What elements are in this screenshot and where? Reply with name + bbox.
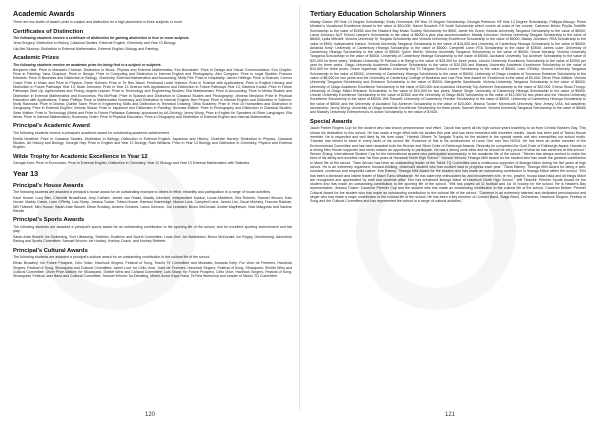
body-paragraph: Lily-Mei Stuckey: Distinction in External Mathematics, External English, Biology and Painting. — [13, 46, 159, 51]
body-paragraph: The following students are awarded a principal's cultural award for an outstanding contribution to the cultural life of the school. — [13, 255, 211, 260]
body-paragraph: Emilia Newfield: Prize in Classical Studies, Distinction in Biology, Distinction in External English, Japanese and History; Charlotte Harvey: Distinction in Physics, Classical Studies, Art History and Biology; Georgie Hay: Prize in English and Year 12 Biology; Rani Williams: Prize in Year 13 Biology and Distinction in Chemistry, Physics and External English. — [13, 136, 292, 150]
section-heading: Academic Awards — [13, 9, 75, 18]
body-paragraph: The following students are awarded a principal's sports award for an outstanding contribution to the sporting life of the school, and for excellent sporting achievement and fair play. — [13, 224, 292, 234]
subsection-heading: Principal's Cultural Awards — [13, 247, 88, 254]
subsection-heading: Certificates of Distinction — [13, 28, 84, 35]
body-paragraph: The following students are awarded a principal's house award for an outstanding example to others in effort, reliability and participation in a range of house activities. — [13, 190, 271, 195]
body-paragraph: There are two levels of award: prize in subject and distinction for a high placement in three subjects or more. — [13, 20, 183, 25]
section-heading: Tertiary Education Scholarship Winners — [310, 9, 446, 18]
body-paragraph: Jena Gregory: Distinction in History, Classical Studies, External English, Chemistry and Year 13 Biology. — [13, 40, 177, 45]
page-number-left: 120 — [144, 412, 155, 418]
body-paragraph: Benjamin Hale: Prize in Mandarin Chinese, Distinction in Music, Physics and External Mathematics; Eric Burmaster: Prize in Design and Visual Communication; Eva Chaplin: Prize in Painting; Yana Chapinor: Prize in Design, Prize in Computing and Distinction in Internal English and Photography; Alex Congdon: Prize in Legal Studies; Frances Edwards: Prize in Business and Distinction in Biology, Chemistry, External Mathematics and Accounting; Molly Flirt: Prize in Hospitality; James Hellings: Prize in Science; Connor Grant: Prize in Music and Prize in Physics; Gwen Holmes: Prize in Te Reo Maori; Ferdinand Lizzie Halston: Prize in Science with Applications, Prize in English Literacy and Distinction in Future Pathways Year 13; Noah Johnston: Prize in Year 13 Science with Applications and Distinction in Future Pathways Year 13; Katerina Konka: Prize in Future Pathways Start Up, Agribusiness and Pining; Angela Leipner: Prize in Technology and Engineering Studies; Ella Matthewman: Prize in Accounting, Prize in Media Studies and Distinction in External Mathematics and Economics; Pia McPhail: Prize in Spanish and Distinction in Classical Studies and Photography; Jemima Newland: Prize in Physical Education with Applications; Tristan Phillips: Prize in Mathematics Numeracy and Distinction in Internal English; Ben Peryai: Prize in Internal English and Distinction in Science; Molly Rasmuss: Prize in Drama; Quintin Saxe: Prize in Engineering Skills and Distinction in Technical Drawing; Otilia Sodarles: Prize in Year 10 Humanities and Distinction in Geography, Prize in External English; Victoria Stokar: Prize in Japanese and Distinction in Painting; Nicholas Walker: Prize in Photography and Distinction in Classical Studies; Sean Walker: Prize in Technology (Metal and Prize in Future Pathways Gateway, sponsored by AA Driving); Jenny Wong: Prize in English for Speakers of Other Languages; Ella Wrow: Prize in Internal Mathematics; Rosemary Yoder: Prize in Physical Education, Prize in Geography and Distinction in External English and Internal Mathematics. — [13, 67, 292, 119]
body-paragraph: Ethan Broadley: Ice Future Prospect, Celo Voice, Havelock Singers, Festival of Song, Teachr 'N' Committee and Musicals; Amanda Kelly: For Voce de Femmes, Havelock Singers, Festival of Song, Showquest and Cultural Committee; Jaime Lust: for Cello Voce, Voce de Femmes, Havelock Singers, Festival of Song, Showquest, Shellet Wins and Cultural Committee; Oliver Price-Walker: for Showquest, Sheilet Wins and Cultural Committee; Luis Sharp: for Future Prospect, Cello Voce, Havelock Singers, Festival of Song, Showquest, Festival Jazz Band and Cultural Committee; Samuel Wroom: for Debating, Mixed Junior Kapa Haka, Te Rea Workshop and Leader of Taiohu TQ Committee. — [13, 261, 292, 279]
subsection-heading: Special Awards — [310, 118, 353, 125]
right-page — [300, 0, 600, 424]
body-paragraph: Kauri House: Lucy Bier, Charlotte Broadhurst, Amy Calham, James van Graad, Maddy Johnston, Independent Kakkur, Lucas Maddens, Ella Roberts, Samuel Wroom; Kaio House: Maddy Clarke, Liam O'Reilly, Luis Sharp, Jessica Tucker; Totara House: Harrison Bainbridge, Mason Lock, Campbell Lane, James Lim, Oscar Moriarty, Frances Rakhae, Will Tidswell; Miro House: Sarah-Kate Bissett, Ethan Brodsky, Andrew Greaves, Laura Johnson, Joe Ledward, Bruno McDonald, Amber Maytheson, Nick Mangolds and Saoirse Randle. — [13, 196, 292, 213]
intro-paragraph: The following students receive a certificate of distinction for gaining distinction in four or more subjects. — [13, 36, 190, 41]
subsection-heading: Principal's Sports Awards — [13, 217, 85, 224]
subsection-heading: Wilde Trophy for Academic Excellence in Year 12 — [13, 153, 148, 160]
body-paragraph: The following students receive a principal's academic award for outstanding academic achievement. — [13, 130, 170, 135]
body-paragraph: Sarah-Kate Bissett: Ice Swimming, Surf Lifesaving, Triathlon, Duathlon and Sports Committee; Linda Gee: Ice Badminton; Bruno McDonald: Ice Rugby, Orienteering, Adventure Racing and Sports Committee; Samuel Wroom: Ice Hockey, Hockey Coach, and Hockey Referee. — [13, 235, 292, 244]
page-number-right: 121 — [444, 412, 455, 418]
intro-paragraph: The following students receive an academic prize for being first in a subject or subjects. — [13, 62, 162, 67]
subsection-heading: Academic Prizes — [13, 55, 60, 62]
body-paragraph: Maddy Clarke: Eff Year 13 Degree Scholarship; Emily Overmans: Eff Year 13 Degree Scholarship; Georgia Peterson: Eff Year 13 Degree Scholarship; Philippa Allsopp: Prime Minister's Vocational Excellence Award to the value of $20,000; Naomi Bouchet: Eff Youth Scholarship which covers all costs of her course; Cameron Bristo: Phyllis Sutcliffe Scholarship to the value of $2000 and the Hawke's Bay Music Society Scholarship for $900; Jamie Mc Grant: Victoria University Tangaroa Scholarship to the value of $5000; Laura Johnson: AUT School Lawyer's Scholarship to the value of $6000 a year plus accommodation; Maddy Johnston: Victoria University Tangata Scholarship to the value of $6000; Lydia Mitchell: Victoria University Te Tangata Scholarship and Victoria University Excellence Scholarship to the value of $5000; Maddy Johnston: RSA Scholarship to the value of $500; Independent Kakkur: Victoria University Tangaroa Scholarship to the value of $10,000 and University of Canterbury Hiranga Scholarship to the value of $5000; Amanda Kelly: University of Canterbury Hiranga Scholarship to the value of $5000; Campbell Lane: RTA Scholarship to the value of $3500; James Luke: University of Canterbury Hiranga Scholarship to the value of $5000; Quinn McKie: Victoria University Tangaroa Scholarship to the value of $5000; Oscar Moriarty: Victoria University Tangaroa Scholarship to the value of $5000, University of Canterbury Hiranga Scholarship to the value of $5000, Auckland University Top Achiever Scholarship to the value of $20,000 for three years, Waikato University Te Paewai o te Rangi to the value of $25,000 for three years, Lincoln University Excellence Scholarship to the value of $2000 per year for three years, Otago University Academic Excellence Scholarship to the value of $20,000 and Massey University Academic Excellence Scholarship to the value of $10,000 for three years; Grace Ngarewai: Waikato University Kia Tū Tangata School Leaver Scholarship to the value of $5000; Liam O'Reilly: Victoria University Tangaroa Scholarship to the value of $5000, University of Canterbury Hiranga Scholarship to the value of $5000, University of Otago Leaders of Tomorrow Entrance Scholarship to the value of $8,000 for two years and the University of Canterbury College of Business and Law First Year Award for Excellence to the value of $3,000; Oliver Price-Walker: Victoria University Tangaroa Scholarship and Entrance Scholarship to the value of $3000; Marguerite Sandilands: Victoria University Tangaroa Scholarship to the value of $5000, University of Otago Academic Excellence Scholarship to the value of $20,000 and Auckland University Top Achiever Scholarship to the value of $20,000; Emma Shaw-Thrupp: University of Otago Māori Entrance Scholarship to the value of $10,000 for two years; Maeve Singh: University of Canterbury Hiranga Scholarship to the value of $5000, Lincoln University Excellence Scholarship to the value of $2000 and the University of Otago BDN Scholarship to the value of $12,000 for two years and the Victoria University Excellence Scholarship to the value of $5000; Will Tidswell: University of Canterbury Premier Scholarship to the value of $5000, University of Canterbury Hiranga Scholarship to the value of $8000 and the University of Auckland Top Achiever Scholarship to the value of $20,000; Jessica Tucker: Monmouth University, New Jersey, USA, full academic scholarship; Jenny Wong: University of Otago Academic Excellence Scholarship for three years; Samuel Wroom: Victoria University Tangaroa Scholarship to the value of $5000 and Massey University Entrepreneurs in Action Scholarship to the value of $7000. — [310, 20, 587, 115]
subsection-heading: Principal's Academic Award — [13, 123, 90, 130]
body-paragraph: Georgia Kam: Prize in Economics, Prize in External English, Distinction in Chemistry, Year 12 Biology and Year 13 External Mathematics with Statistics — [13, 161, 250, 166]
section-heading: Year 13 — [13, 168, 39, 178]
subsection-heading: Principal's House Awards — [13, 182, 84, 189]
body-paragraph: Jacob Parker Rogers Cup for the student who has shown perseverance and effort. "Jacob has spent all his high school years travelling to us from Central Hawke's Bay. This shows his dedication to this school. He has made a huge effort with his studies this year and has been rewarded with excellent results. Jacob has been part of Taiohu House member. He is respected and well liked by his form class." Hamish Gilbert: Te Tangata Trophy for the student in the special needs unit who exemplifies our school motto. "Hamish has strived to excel in every facet of his school life. Evidence of this is his achievement of Level One and Two NCEA. He has been an active member of the Environmental Committee and has been awarded both the Bronze and Silver Duke of Edinburgh Awards. Recently he completed the Gold Duke of Edinburgh Award. Hamish is a strong Miro House supporter and never misses an opportunity to participate. He has a strong work ethic and he should be very proud of what he has achieved at this school." Steven Zhang: International Student Cup for the international student who participated successfully in the academic life of the school. "Steven has always worked to make the best of his ability and excelled near his final years at Havelock North High School." Samuel Wroom: Tihanga Mihi Award for the student who has made the greatest contribution to Maori life at the school. "Sam Wroom has been an outstanding leader of the Taiohi TQ Committee and a continuous supporter of tikanga Māori during his five years at high school. He is an extremely organised, forward-thinking, observant student who has worked hard to progress each year." Tiana Rainey: Tihanga Mihi Award for being a well-rounded, courteous and respectful nature. Eris Rainey: Tihanga Mihi Award for the student who has made an outstanding contribution to tikanga Māori within the school. "Eris has been a dominant and visible leader of Maori Tumu Whakarae. He has taken the enthusiasm for, and involvement with, te reo, powhiri, hoopa kapa haka and all things Māori are recognised and appreciated by staff and students alike. Eris has enhanced tikanga Māori at Havelock North High School." Will Tidswell: Premier Sports Award for the student who has made an outstanding contribution to the sporting life of the school. "Will has played all 11 football and 1st XI hockey for the school. He is Hawke's Bay representative, Jessica Tucker: Cameron Premier Cup and the student who has made an outstanding contribution to the cultural life of the school. Cameron Brister: Premier Cultural Award for the student who has made an outstanding contribution to the cultural life of the school. "Cameron is an extremely talented and dedicated percussionist and singer who has made a major contribution to the cultural life of the school. He has been a key member of Concert Band, Stage Band, Orchestras, Havelock Singers, Festival of Song and the Cultural Committee and has represented the school in a range of cultural activities." — [310, 126, 586, 204]
